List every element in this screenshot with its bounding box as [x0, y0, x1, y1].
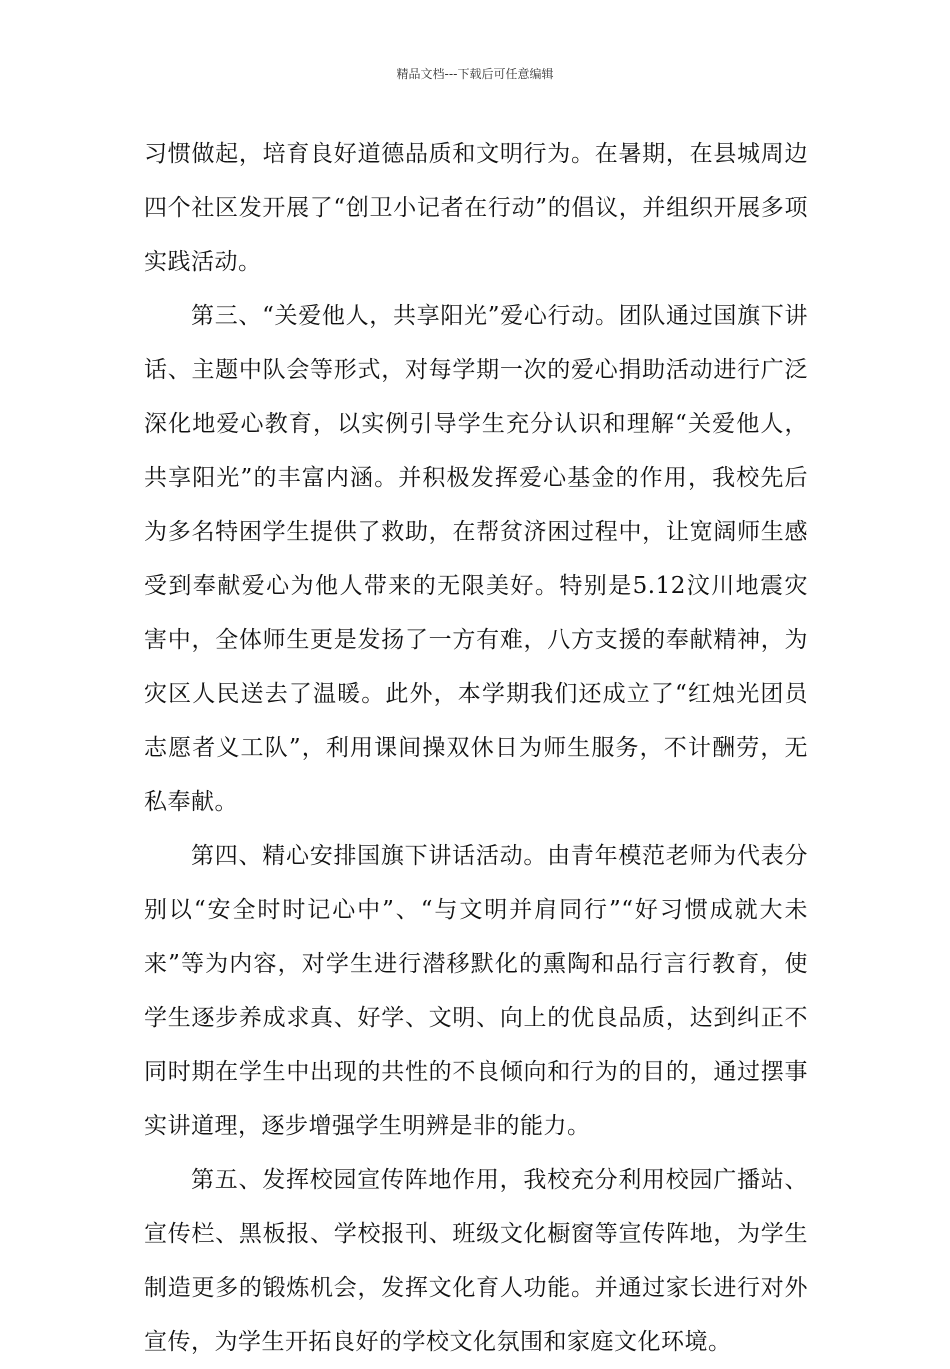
paragraph-section-four: 第四、精心安排国旗下讲话活动。由青年模范老师为代表分别以“安全时时记心中”、“与文明并肩同行”“好习惯成就大未来”等为内容，对学生进行潜移默化的熏陶和品行言行教育，使学生逐步养成求真、好学、文明、向上的优良品质，达到纠正不同时期在学生中出现的共性的不良倾向和行为的目的，通过摆事实讲道理，逐步增强学生明辨是非的能力。 — [144, 843, 808, 1139]
paragraph-section-three: 第三、“关爱他人，共享阳光”爱心行动。团队通过国旗下讲话、主题中队会等形式，对每学期一次的爱心捐助活动进行广泛深化地爱心教育，以实例引导学生充分认识和理解“关爱他人，共享阳光”的丰富内涵。并积极发挥爱心基金的作用，我校先后为多名特困学生提供了救助，在帮贫济困过程中，让宽阔师生感受到奉献爱心为他人带来的无限美好。特别是5.12汶川地震灾害中，全体师生更是发扬了一方有难，八方支援的奉献精神，为灾区人民送去了温暖。此外，本学期我们还成立了“红烛光团员志愿者义工队”，利用课间操双休日为师生服务，不计酬劳，无私奉献。 — [144, 303, 808, 815]
paragraph-continuation: 习惯做起，培育良好道德品质和文明行为。在暑期，在县城周边四个社区发开展了“创卫小记者在行动”的倡议，并组织开展多项实践活动。 — [144, 141, 808, 275]
page-header: 精品文档---下载后可任意编辑 — [396, 67, 554, 81]
document-body — [144, 127, 808, 1369]
paragraph-section-five: 第五、发挥校园宣传阵地作用，我校充分利用校园广播站、宣传栏、黑板报、学校报刊、班级文化橱窗等宣传阵地，为学生制造更多的锻炼机会，发挥文化育人功能。并通过家长进行对外宣传，为学生开拓良好的学校文化氛围和家庭文化环境。 — [144, 1167, 808, 1355]
